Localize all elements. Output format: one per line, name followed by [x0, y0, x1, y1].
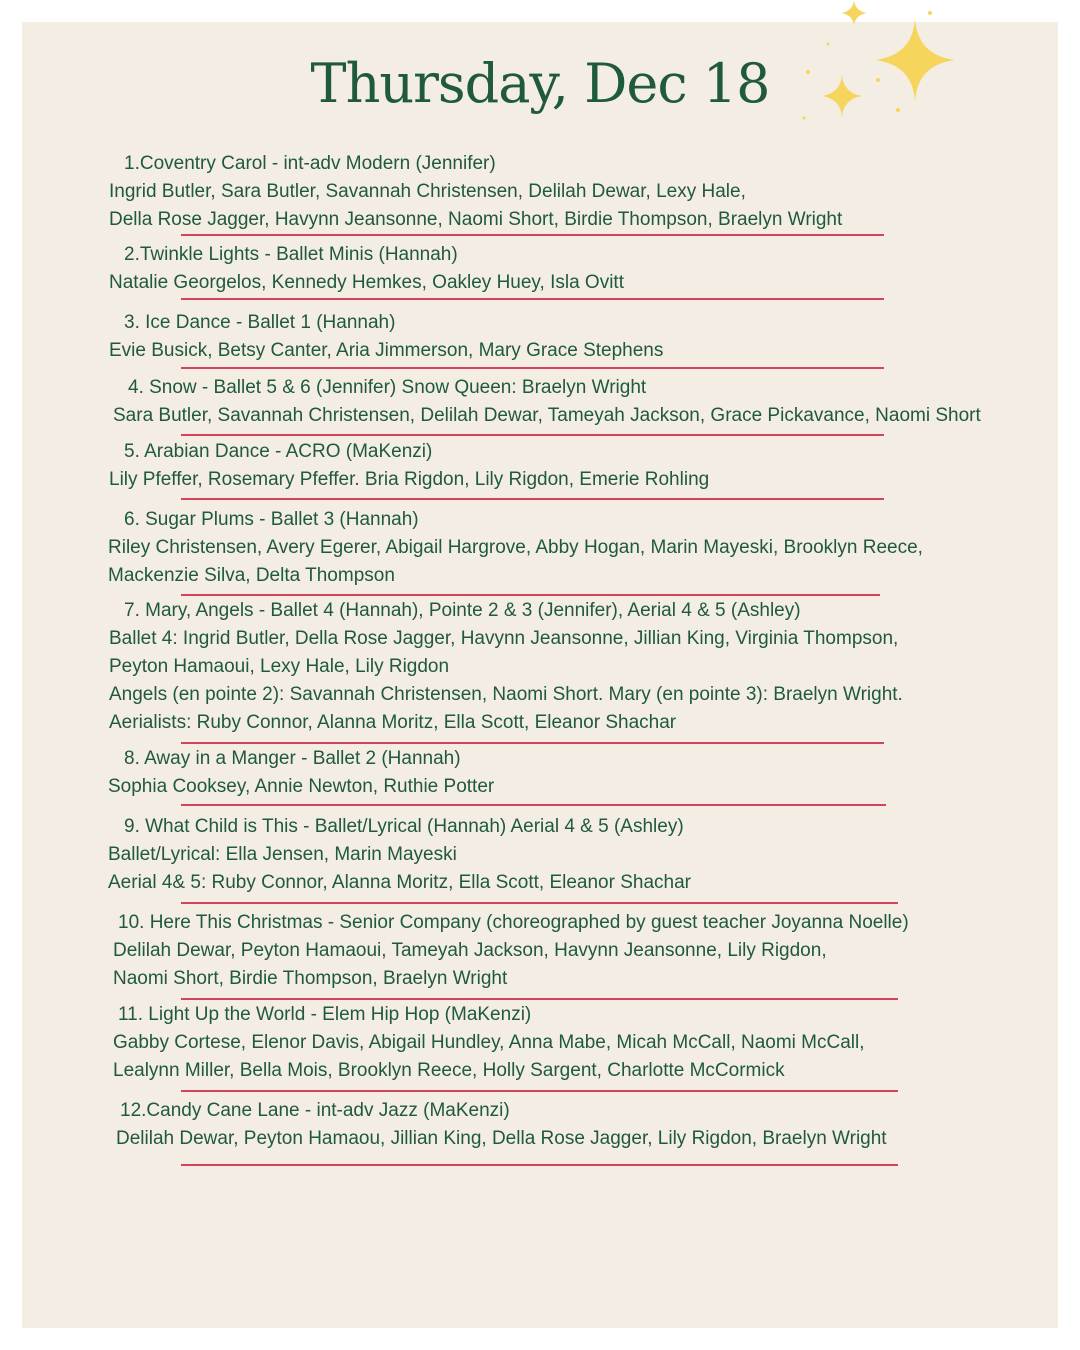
piece-heading: 1.Coventry Carol - int-adv Modern (Jennifer) [124, 153, 496, 174]
divider [181, 742, 884, 744]
cast-line: Gabby Cortese, Elenor Davis, Abigail Hundley, Anna Mabe, Micah McCall, Naomi McCall, [113, 1032, 865, 1053]
divider [181, 234, 884, 236]
divider [181, 1164, 898, 1166]
cast-line: Angels (en pointe 2): Savannah Christensen, Naomi Short. Mary (en pointe 3): Braelyn Wright. [109, 684, 903, 705]
cast-line: Delilah Dewar, Peyton Hamaou, Jillian King, Della Rose Jagger, Lily Rigdon, Braelyn Wright [116, 1128, 887, 1149]
page-title: Thursday, Dec 18 [310, 52, 770, 115]
piece-heading: 2.Twinkle Lights - Ballet Minis (Hannah) [124, 244, 458, 265]
cast-line: Natalie Georgelos, Kennedy Hemkes, Oakley Huey, Isla Ovitt [109, 272, 624, 293]
cast-line: Ingrid Butler, Sara Butler, Savannah Christensen, Delilah Dewar, Lexy Hale, [109, 181, 746, 202]
cast-line: Lily Pfeffer, Rosemary Pfeffer. Bria Rigdon, Lily Rigdon, Emerie Rohling [109, 469, 710, 490]
cast-line: Naomi Short, Birdie Thompson, Braelyn Wright [113, 968, 508, 989]
divider [181, 594, 880, 596]
cast-line: Evie Busick, Betsy Canter, Aria Jimmerson, Mary Grace Stephens [109, 340, 664, 361]
cast-line: Mackenzie Silva, Delta Thompson [108, 565, 395, 586]
piece-heading: 10. Here This Christmas - Senior Company (choreographed by guest teacher Joyanna Noelle) [118, 912, 909, 933]
piece-heading: 11. Light Up the World - Elem Hip Hop (MaKenzi) [118, 1004, 532, 1025]
cast-line: Della Rose Jagger, Havynn Jeansonne, Naomi Short, Birdie Thompson, Braelyn Wright [109, 209, 843, 230]
piece-heading: 6. Sugar Plums - Ballet 3 (Hannah) [124, 509, 419, 530]
cast-line: Sara Butler, Savannah Christensen, Delilah Dewar, Tameyah Jackson, Grace Pickavance, Naomi Short [113, 405, 981, 426]
cast-line: Aerialists: Ruby Connor, Alanna Moritz, Ella Scott, Eleanor Shachar [109, 712, 677, 733]
divider [181, 367, 884, 369]
divider [181, 902, 898, 904]
piece-heading: 3. Ice Dance - Ballet 1 (Hannah) [124, 312, 396, 333]
piece-heading: 7. Mary, Angels - Ballet 4 (Hannah), Pointe 2 & 3 (Jennifer), Aerial 4 & 5 (Ashley) [124, 600, 801, 621]
cast-line: Delilah Dewar, Peyton Hamaoui, Tameyah Jackson, Havynn Jeansonne, Lily Rigdon, [113, 940, 827, 961]
cast-line: Peyton Hamaoui, Lexy Hale, Lily Rigdon [109, 656, 450, 677]
divider [181, 998, 898, 1000]
piece-heading: 9. What Child is This - Ballet/Lyrical (Hannah) Aerial 4 & 5 (Ashley) [124, 816, 684, 837]
divider [181, 298, 884, 300]
divider [181, 434, 884, 436]
cast-line: Riley Christensen, Avery Egerer, Abigail Hargrove, Abby Hogan, Marin Mayeski, Brooklyn Reece, [108, 537, 923, 558]
piece-heading: 12.Candy Cane Lane - int-adv Jazz (MaKenzi) [120, 1100, 510, 1121]
piece-heading: 4. Snow - Ballet 5 & 6 (Jennifer) Snow Queen: Braelyn Wright [128, 377, 647, 398]
cast-line: Ballet 4: Ingrid Butler, Della Rose Jagger, Havynn Jeansonne, Jillian King, Virginia Thompson, [109, 628, 899, 649]
divider [181, 498, 884, 500]
divider [181, 804, 886, 806]
piece-heading: 5. Arabian Dance - ACRO (MaKenzi) [124, 441, 433, 462]
cast-line: Ballet/Lyrical: Ella Jensen, Marin Mayeski [108, 844, 457, 865]
cast-line: Lealynn Miller, Bella Mois, Brooklyn Reece, Holly Sargent, Charlotte McCormick [113, 1060, 785, 1081]
divider [181, 1090, 898, 1092]
cast-line: Sophia Cooksey, Annie Newton, Ruthie Potter [108, 776, 495, 797]
piece-heading: 8. Away in a Manger - Ballet 2 (Hannah) [124, 748, 461, 769]
cast-line: Aerial 4& 5: Ruby Connor, Alanna Moritz, Ella Scott, Eleanor Shachar [108, 872, 691, 893]
